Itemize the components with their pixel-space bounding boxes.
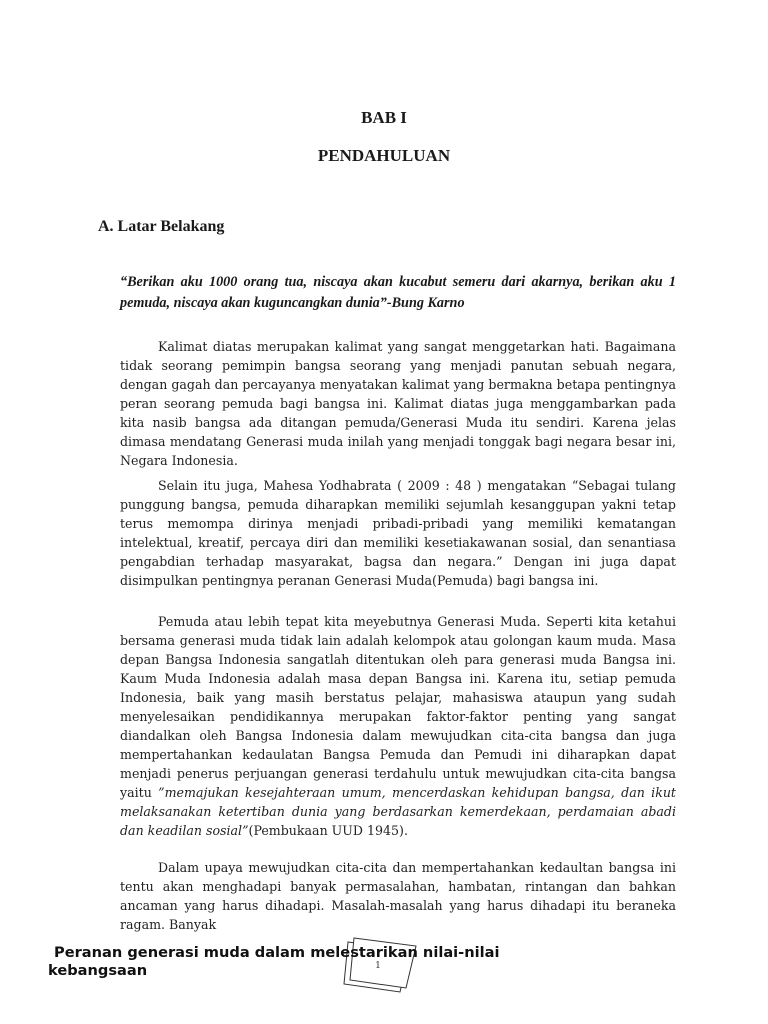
page-number: 1: [375, 961, 381, 971]
paragraph-italic-quote: ”memajukan kesejahteraan umum, mencerdaskan kehidupan bangsa, dan ikut melaksanakan ketertiban dunia yang berdasarkan kemerdekaan, perdamaian abadi dan keadilan sosial”: [120, 784, 676, 838]
paragraph-text: Pemuda atau lebih tepat kita meyebutnya Generasi Muda. Seperti kita ketahui bersama generasi muda tidak lain adalah kelompok atau golongan kaum muda. Masa depan Bangsa Indonesia sangatlah ditentukan oleh para generasi muda Bangsa ini. Kaum Muda Indonesia adalah masa depan Bangsa ini. Karena itu, setiap pemuda Indonesia, baik yang masih berstatus pelajar, mahasiswa ataupun yang sudah menyelesaikan pendidikannya merupakan faktor-faktor penting yang sangat diandalkan oleh Bangsa Indonesia dalam mewujudkan cita-cita bangsa dan juga mempertahankan kedaulatan Bangsa Pemuda dan Pemudi ini diharapkan dapat menjadi penerus perjuangan generasi terdahulu untuk mewujudkan cita-cita bangsa yaitu: [120, 613, 676, 800]
chapter-title: PENDAHULUAN: [317, 146, 451, 165]
paragraph: Kalimat diatas merupakan kalimat yang sangat menggetarkan hati. Bagaimana tidak seorang pemimpin bangsa seorang yang menjadi panutan sebuah negara, dengan gagah dan percayanya menyatakan kalimat yang bermakna betapa pentingnya peran seorang pemuda bagi bangsa ini. Kalimat diatas juga menggambarkan pada kita nasib bangsa ada ditangan pemuda/Generasi Muda itu sendiri. Karena jelas dimasa mendatang Generasi muda inilah yang menjadi tonggak bagi negara besar ini, Negara Indonesia.: [120, 338, 676, 468]
footer-title-line: Peranan generasi muda dalam melestarikan nilai-nilai: [54, 944, 500, 961]
paragraph-citation: (Pembukaan UUD 1945).: [248, 822, 408, 838]
paragraph: Selain itu juga, Mahesa Yodhabrata ( 2009 : 48 ) mengatakan “Sebagai tulang punggung bangsa, pemuda diharapkan memiliki sejumlah kesanggupan yakni tetap terus memompa dirinya menjadi pribadi-pribadi yang memiliki kematangan intelektual, kreatif, percaya diri dan memiliki kesetiakawanan sosial, dan senantiasa pengabdian terhadap masyarakat, bagsa dan negara.” Dengan ini juga dapat disimpulkan pentingnya peranan Generasi Muda(Pemuda) bagi bangsa ini.: [120, 477, 676, 588]
epigraph-quote: “Berikan aku 1000 orang tua, niscaya akan kucabut semeru dari akarnya, berikan aku 1 pemuda, niscaya akan kuguncangkan dunia”-Bung Karno: [120, 274, 676, 311]
footer-title: [48, 944, 608, 980]
section-heading: A. Latar Belakang: [98, 218, 225, 235]
footer-title-line: kebangsaan: [48, 962, 148, 979]
chapter-number: BAB I: [361, 108, 407, 127]
paragraph: [120, 612, 676, 840]
paragraph: Dalam upaya mewujudkan cita-cita dan mempertahankan kedaultan bangsa ini tentu akan menghadapi banyak permasalahan, hambatan, rintangan dan bahkan ancaman yang harus dihadapi. Masalah-masalah yang harus dihadapi itu beraneka ragam. Banyak: [120, 859, 676, 932]
